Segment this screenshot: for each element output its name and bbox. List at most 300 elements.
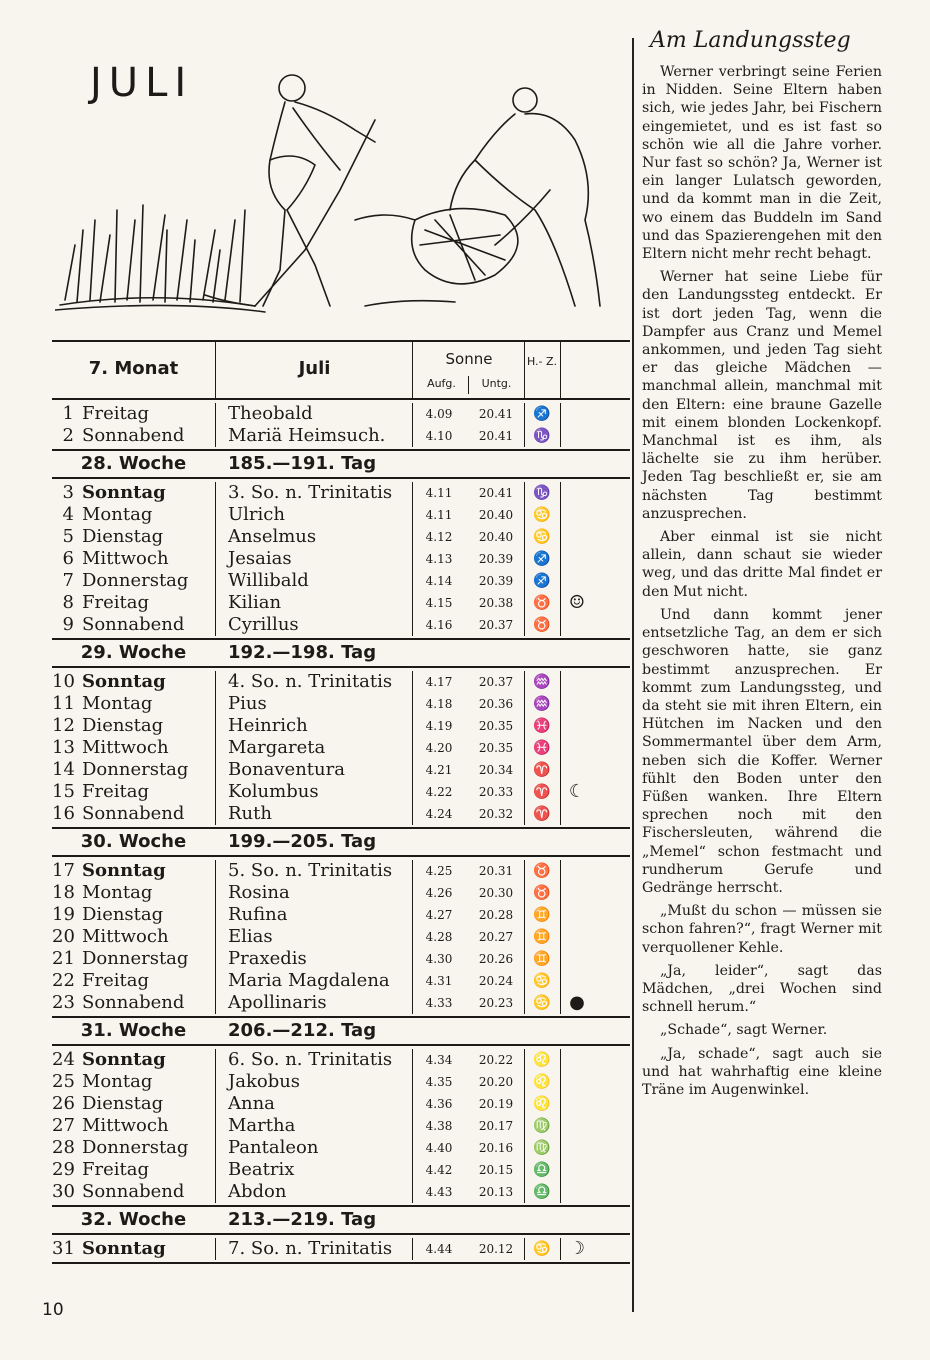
sunrise-time: 4.19 bbox=[425, 719, 453, 733]
sunset-time: 20.20 bbox=[478, 1075, 514, 1089]
zodiac-sign: ♈ bbox=[533, 784, 551, 800]
column-divider bbox=[524, 592, 525, 614]
column-divider bbox=[215, 1115, 216, 1137]
column-divider bbox=[215, 1238, 216, 1260]
weekday: Freitag bbox=[82, 970, 149, 991]
weekday: Freitag bbox=[82, 1159, 149, 1180]
sunset-time: 20.39 bbox=[478, 574, 514, 588]
day-number: 20 bbox=[52, 926, 75, 947]
sunset-time: 20.13 bbox=[478, 1185, 514, 1199]
column-divider bbox=[215, 860, 216, 882]
zodiac-sign: ♎ bbox=[533, 1184, 551, 1200]
column-divider bbox=[412, 926, 413, 948]
sunrise-time: 4.17 bbox=[425, 675, 453, 689]
sunrise-time: 4.35 bbox=[425, 1075, 453, 1089]
day-number: 3 bbox=[62, 482, 74, 503]
column-divider bbox=[560, 504, 561, 526]
sunset-time: 20.23 bbox=[478, 996, 514, 1010]
week-day-range: 192.—198. Tag bbox=[228, 642, 377, 663]
zodiac-sign: ♋ bbox=[533, 507, 551, 523]
day-row bbox=[52, 803, 630, 825]
column-divider bbox=[412, 693, 413, 715]
zodiac-sign: ♊ bbox=[533, 929, 551, 945]
day-number: 25 bbox=[52, 1071, 75, 1092]
day-row bbox=[52, 737, 630, 759]
sunrise-time: 4.14 bbox=[425, 574, 453, 588]
sunrise-time: 4.24 bbox=[425, 807, 453, 821]
weekday: Donnerstag bbox=[82, 759, 189, 780]
column-divider bbox=[412, 671, 413, 693]
day-row bbox=[52, 904, 630, 926]
day-number: 22 bbox=[52, 970, 75, 991]
saint-name: Rosina bbox=[228, 882, 290, 903]
saint-name: Rufina bbox=[228, 904, 288, 925]
day-row bbox=[52, 1159, 630, 1181]
zodiac-sign: ♊ bbox=[533, 951, 551, 967]
weekday: Montag bbox=[82, 504, 153, 525]
column-divider bbox=[560, 1238, 561, 1260]
sunrise-time: 4.09 bbox=[425, 407, 453, 421]
table-header bbox=[52, 342, 630, 400]
saint-name: Abdon bbox=[228, 1181, 287, 1202]
sunset-time: 20.37 bbox=[478, 618, 514, 632]
column-divider bbox=[524, 926, 525, 948]
page-number: 10 bbox=[42, 1300, 64, 1320]
sunset-time: 20.16 bbox=[478, 1141, 514, 1155]
column-divider bbox=[524, 548, 525, 570]
column-divider bbox=[524, 570, 525, 592]
zodiac-sign: ♌ bbox=[533, 1074, 551, 1090]
column-divider bbox=[215, 425, 216, 447]
column-divider bbox=[468, 376, 469, 394]
column-divider bbox=[215, 1137, 216, 1159]
sunrise-time: 4.25 bbox=[425, 864, 453, 878]
calendar-table bbox=[52, 340, 630, 1264]
column-divider bbox=[412, 1093, 413, 1115]
column-divider bbox=[412, 403, 413, 425]
column-divider bbox=[560, 715, 561, 737]
saint-name: Pantaleon bbox=[228, 1137, 319, 1158]
day-row bbox=[52, 693, 630, 715]
sunset-time: 20.32 bbox=[478, 807, 514, 821]
column-divider bbox=[215, 992, 216, 1014]
column-divider bbox=[215, 1049, 216, 1071]
sunrise-time: 4.27 bbox=[425, 908, 453, 922]
zodiac-sign: ♓ bbox=[533, 718, 551, 734]
sunset-time: 20.27 bbox=[478, 930, 514, 944]
column-divider bbox=[412, 970, 413, 992]
column-divider bbox=[560, 1071, 561, 1093]
column-divider bbox=[215, 882, 216, 904]
day-number: 9 bbox=[62, 614, 74, 635]
zodiac-sign: ♒ bbox=[533, 674, 551, 690]
story-paragraph: Werner verbringt seine Ferien in Nidden. Seine Eltern haben sich, wie jedes Jahr, bei Fischern eingemietet, und es ist fast so schön wie all die Jahre vorher. Nur fast so schön? Ja, Werner ist ein langer Lulatsch geworden, und da kommt man in die Zeit, wo einem das Buddeln im Sand und das Spazierengehen mit den Eltern nicht mehr recht behagt. bbox=[642, 64, 882, 263]
column-divider bbox=[215, 715, 216, 737]
column-divider bbox=[560, 860, 561, 882]
column-separator bbox=[632, 38, 634, 1312]
sunset-time: 20.38 bbox=[478, 596, 514, 610]
sunrise-time: 4.20 bbox=[425, 741, 453, 755]
column-divider bbox=[560, 1049, 561, 1071]
column-divider bbox=[524, 693, 525, 715]
column-divider bbox=[524, 715, 525, 737]
day-row bbox=[52, 948, 630, 970]
day-number: 2 bbox=[62, 425, 74, 446]
saint-name: 5. So. n. Trinitatis bbox=[228, 860, 393, 881]
saint-name: Cyrillus bbox=[228, 614, 299, 635]
day-row bbox=[52, 614, 630, 636]
column-divider bbox=[560, 882, 561, 904]
day-row bbox=[52, 526, 630, 548]
column-divider bbox=[560, 948, 561, 970]
column-divider bbox=[215, 781, 216, 803]
weekday: Donnerstag bbox=[82, 570, 189, 591]
week-header bbox=[52, 1016, 630, 1046]
column-divider bbox=[412, 715, 413, 737]
column-divider bbox=[412, 548, 413, 570]
moon-phase-icon: ☺ bbox=[568, 592, 586, 613]
column-divider bbox=[215, 904, 216, 926]
saint-name: Maria Magdalena bbox=[228, 970, 390, 991]
sunrise-time: 4.18 bbox=[425, 697, 453, 711]
zodiac-sign: ♋ bbox=[533, 529, 551, 545]
column-divider bbox=[215, 693, 216, 715]
week-days bbox=[52, 1046, 630, 1205]
weekday: Sonnabend bbox=[82, 992, 185, 1013]
day-row bbox=[52, 781, 630, 803]
story-paragraph: Und dann kommt jener entsetzliche Tag, an dem er sich geschworen hatte, sie ganz bestimmt anzusprechen. Er kommt zum Landungssteg, und da steht sie mit ihren Eltern, ein Hütchen im Nacken und den Sommermantel über dem Arm, neben sich die Koffer. Werner fühlt den Boden unter den Füßen wanken. Ihre Eltern sprechen noch mit den Fischersleuten, während die „Memel“ schon festmacht und rundherum Gerufe und Gedränge herrscht. bbox=[642, 606, 882, 896]
day-row bbox=[52, 504, 630, 526]
zodiac-sign: ♐ bbox=[533, 406, 551, 422]
day-row bbox=[52, 482, 630, 504]
story-paragraph: „Ja, leider“, sagt das Mädchen, „drei Wochen sind schnell herum.“ bbox=[642, 962, 882, 1016]
column-divider bbox=[560, 570, 561, 592]
column-divider bbox=[560, 482, 561, 504]
saint-name: Theobald bbox=[228, 403, 313, 424]
column-divider bbox=[215, 1159, 216, 1181]
zodiac-sign: ♋ bbox=[533, 1241, 551, 1257]
moon-phase-icon: ● bbox=[569, 992, 585, 1013]
sunrise-time: 4.31 bbox=[425, 974, 453, 988]
saint-name: Willibald bbox=[228, 570, 309, 591]
weekday: Freitag bbox=[82, 781, 149, 802]
header-sun: Sonne bbox=[445, 350, 493, 368]
column-divider bbox=[560, 904, 561, 926]
column-divider bbox=[560, 926, 561, 948]
story-paragraph: „Schade“, sagt Werner. bbox=[660, 1022, 828, 1039]
harvest-workers-illustration bbox=[55, 70, 610, 330]
column-divider bbox=[560, 737, 561, 759]
column-divider bbox=[524, 948, 525, 970]
weekday: Sonntag bbox=[82, 1238, 166, 1259]
day-number: 8 bbox=[62, 592, 74, 613]
table-bottom-rule bbox=[52, 1262, 630, 1264]
week-days bbox=[52, 479, 630, 638]
column-divider bbox=[412, 526, 413, 548]
column-divider bbox=[524, 803, 525, 825]
column-divider bbox=[524, 882, 525, 904]
saint-name: 7. So. n. Trinitatis bbox=[228, 1238, 393, 1259]
month-title: JULI bbox=[90, 60, 194, 106]
day-row bbox=[52, 715, 630, 737]
weekday: Sonnabend bbox=[82, 614, 185, 635]
weekday: Donnerstag bbox=[82, 1137, 189, 1158]
day-row bbox=[52, 882, 630, 904]
column-divider bbox=[215, 592, 216, 614]
header-zodiac: H.- Z. bbox=[526, 355, 558, 368]
day-row bbox=[52, 970, 630, 992]
story bbox=[642, 28, 882, 1104]
saint-name: Heinrich bbox=[228, 715, 308, 736]
column-divider bbox=[560, 1115, 561, 1137]
week-header bbox=[52, 449, 630, 479]
saint-name: Ulrich bbox=[228, 504, 285, 525]
day-row bbox=[52, 403, 630, 425]
saint-name: Ruth bbox=[228, 803, 272, 824]
column-divider bbox=[215, 614, 216, 636]
sunrise-time: 4.15 bbox=[425, 596, 453, 610]
column-divider bbox=[560, 592, 561, 614]
column-divider bbox=[524, 403, 525, 425]
column-divider bbox=[215, 926, 216, 948]
week-days bbox=[52, 857, 630, 1016]
column-divider bbox=[215, 970, 216, 992]
column-divider bbox=[412, 992, 413, 1014]
sunrise-time: 4.38 bbox=[425, 1119, 453, 1133]
saint-name: 4. So. n. Trinitatis bbox=[228, 671, 393, 692]
week-header bbox=[52, 638, 630, 668]
week-label: 30. Woche bbox=[80, 831, 187, 852]
weekday: Dienstag bbox=[82, 715, 164, 736]
column-divider bbox=[215, 1093, 216, 1115]
column-divider bbox=[412, 1137, 413, 1159]
day-number: 24 bbox=[52, 1049, 75, 1070]
week-days bbox=[52, 668, 630, 827]
weekday: Sonnabend bbox=[82, 425, 185, 446]
day-number: 6 bbox=[62, 548, 74, 569]
day-row bbox=[52, 1071, 630, 1093]
column-divider bbox=[560, 671, 561, 693]
sunset-time: 20.24 bbox=[478, 974, 514, 988]
sunset-time: 20.40 bbox=[478, 508, 514, 522]
weekday: Freitag bbox=[82, 403, 149, 424]
sunset-time: 20.17 bbox=[478, 1119, 514, 1133]
sunrise-time: 4.43 bbox=[425, 1185, 453, 1199]
weekday: Montag bbox=[82, 1071, 153, 1092]
week-label: 29. Woche bbox=[80, 642, 187, 663]
day-number: 5 bbox=[62, 526, 74, 547]
day-number: 31 bbox=[52, 1238, 75, 1259]
saint-name: Anselmus bbox=[228, 526, 317, 547]
weekday: Mittwoch bbox=[82, 548, 169, 569]
story-paragraph: Aber einmal ist sie nicht allein, dann schaut sie wieder weg, und das dritte Mal findet er den Mut nicht. bbox=[642, 529, 882, 600]
weekday: Sonntag bbox=[82, 482, 166, 503]
column-divider bbox=[524, 1071, 525, 1093]
column-divider bbox=[412, 1071, 413, 1093]
column-divider bbox=[412, 948, 413, 970]
column-divider bbox=[412, 425, 413, 447]
day-row bbox=[52, 592, 630, 614]
zodiac-sign: ♎ bbox=[533, 1162, 551, 1178]
column-divider bbox=[215, 342, 216, 399]
weekday: Mittwoch bbox=[82, 737, 169, 758]
day-row bbox=[52, 759, 630, 781]
header-sunrise: Aufg. bbox=[427, 377, 456, 390]
column-divider bbox=[412, 570, 413, 592]
column-divider bbox=[524, 1115, 525, 1137]
column-divider bbox=[215, 1181, 216, 1203]
day-row bbox=[52, 926, 630, 948]
weekday: Sonntag bbox=[82, 1049, 166, 1070]
sunrise-time: 4.36 bbox=[425, 1097, 453, 1111]
column-divider bbox=[215, 548, 216, 570]
day-number: 17 bbox=[52, 860, 75, 881]
saint-name: Bonaventura bbox=[228, 759, 345, 780]
column-divider bbox=[524, 482, 525, 504]
column-divider bbox=[412, 342, 413, 399]
column-divider bbox=[215, 737, 216, 759]
sunset-time: 20.40 bbox=[478, 530, 514, 544]
story-title: Am Landungssteg bbox=[650, 28, 851, 53]
week-header bbox=[52, 1205, 630, 1235]
day-row bbox=[52, 1049, 630, 1071]
week-day-range: 199.—205. Tag bbox=[228, 831, 377, 852]
column-divider bbox=[524, 504, 525, 526]
weekday: Dienstag bbox=[82, 1093, 164, 1114]
day-number: 23 bbox=[52, 992, 75, 1013]
column-divider bbox=[215, 403, 216, 425]
week-day-range: 213.—219. Tag bbox=[228, 1209, 377, 1230]
column-divider bbox=[524, 860, 525, 882]
column-divider bbox=[524, 1093, 525, 1115]
column-divider bbox=[560, 1093, 561, 1115]
story-paragraph: „Mußt du schon — müssen sie schon fahren?“, fragt Werner mit verquollener Kehle. bbox=[642, 903, 882, 956]
zodiac-sign: ♌ bbox=[533, 1052, 551, 1068]
day-row bbox=[52, 1093, 630, 1115]
column-divider bbox=[560, 403, 561, 425]
day-row bbox=[52, 671, 630, 693]
zodiac-sign: ♌ bbox=[533, 1096, 551, 1112]
column-divider bbox=[412, 1049, 413, 1071]
saint-name: Martha bbox=[228, 1115, 296, 1136]
column-divider bbox=[215, 948, 216, 970]
day-number: 15 bbox=[52, 781, 75, 802]
day-number: 16 bbox=[52, 803, 75, 824]
sunset-time: 20.34 bbox=[478, 763, 514, 777]
column-divider bbox=[215, 570, 216, 592]
column-divider bbox=[524, 1049, 525, 1071]
day-number: 4 bbox=[62, 504, 74, 525]
column-divider bbox=[412, 1238, 413, 1260]
weekday: Donnerstag bbox=[82, 948, 189, 969]
saint-name: Anna bbox=[228, 1093, 275, 1114]
story-paragraph: Werner hat seine Liebe für den Landungssteg entdeckt. Er ist dort jeden Tag, wenn die Dampfer aus Cranz und Memel ankommen, und jeden Tag sieht er das gleiche Mädchen — manchmal allein, manchmal mit den Eltern: eine braune Gazelle mit einem blonden Lockenkopf. Manchmal ist es ihm, als lächelte sie zu ihm herüber. Jeden Tag beschließt er, sie am nächsten Tag bestimmt anzusprechen. bbox=[642, 269, 882, 522]
day-number: 10 bbox=[52, 671, 75, 692]
column-divider bbox=[215, 1071, 216, 1093]
column-divider bbox=[524, 1159, 525, 1181]
day-number: 1 bbox=[62, 403, 74, 424]
saint-name: Kilian bbox=[228, 592, 282, 613]
saint-name: Mariä Heimsuch. bbox=[228, 425, 386, 446]
zodiac-sign: ♍ bbox=[533, 1140, 551, 1156]
column-divider bbox=[560, 693, 561, 715]
story-paragraph: „Ja, schade“, sagt auch sie und hat wahrhaftig eine kleine Träne im Augenwinkel. bbox=[642, 1045, 882, 1098]
sunrise-time: 4.11 bbox=[425, 486, 453, 500]
header-month-number: 7. Monat bbox=[88, 358, 179, 379]
header-month-name: Juli bbox=[298, 358, 331, 379]
column-divider bbox=[412, 1181, 413, 1203]
column-divider bbox=[524, 1181, 525, 1203]
weekday: Sonnabend bbox=[82, 803, 185, 824]
column-divider bbox=[560, 1137, 561, 1159]
column-divider bbox=[412, 781, 413, 803]
week-day-range: 185.—191. Tag bbox=[228, 453, 377, 474]
column-divider bbox=[215, 482, 216, 504]
column-divider bbox=[524, 614, 525, 636]
weekday: Sonnabend bbox=[82, 1181, 185, 1202]
sunrise-time: 4.33 bbox=[425, 996, 453, 1010]
sunrise-time: 4.40 bbox=[425, 1141, 453, 1155]
weekday: Montag bbox=[82, 882, 153, 903]
day-number: 21 bbox=[52, 948, 75, 969]
column-divider bbox=[524, 425, 525, 447]
column-divider bbox=[412, 614, 413, 636]
zodiac-sign: ♍ bbox=[533, 1118, 551, 1134]
column-divider bbox=[524, 1238, 525, 1260]
day-row bbox=[52, 548, 630, 570]
saint-name: Elias bbox=[228, 926, 273, 947]
column-divider bbox=[524, 671, 525, 693]
saint-name: Praxedis bbox=[228, 948, 307, 969]
zodiac-sign: ♊ bbox=[533, 907, 551, 923]
weekday: Dienstag bbox=[82, 904, 164, 925]
saint-name: Jesaias bbox=[228, 548, 292, 569]
saint-name: Pius bbox=[228, 693, 267, 714]
column-divider bbox=[412, 1115, 413, 1137]
week-header bbox=[52, 827, 630, 857]
sunrise-time: 4.12 bbox=[425, 530, 453, 544]
sunset-time: 20.12 bbox=[478, 1242, 514, 1256]
column-divider bbox=[524, 970, 525, 992]
column-divider bbox=[524, 992, 525, 1014]
saint-name: Beatrix bbox=[228, 1159, 295, 1180]
column-divider bbox=[560, 548, 561, 570]
week-label: 28. Woche bbox=[80, 453, 187, 474]
sunset-time: 20.41 bbox=[478, 407, 514, 421]
weekday: Montag bbox=[82, 693, 153, 714]
sunset-time: 20.36 bbox=[478, 697, 514, 711]
sunset-time: 20.35 bbox=[478, 741, 514, 755]
column-divider bbox=[560, 803, 561, 825]
sunrise-time: 4.13 bbox=[425, 552, 453, 566]
column-divider bbox=[215, 803, 216, 825]
column-divider bbox=[524, 342, 525, 399]
intro-rows bbox=[52, 400, 630, 449]
column-divider bbox=[524, 759, 525, 781]
day-row bbox=[52, 425, 630, 447]
zodiac-sign: ♑ bbox=[533, 485, 551, 501]
saint-name: 3. So. n. Trinitatis bbox=[228, 482, 393, 503]
column-divider bbox=[560, 992, 561, 1014]
zodiac-sign: ♉ bbox=[533, 885, 551, 901]
day-row bbox=[52, 1115, 630, 1137]
day-number: 12 bbox=[52, 715, 75, 736]
day-number: 27 bbox=[52, 1115, 75, 1136]
column-divider bbox=[215, 526, 216, 548]
column-divider bbox=[412, 759, 413, 781]
weekday: Sonntag bbox=[82, 671, 166, 692]
column-divider bbox=[524, 1137, 525, 1159]
